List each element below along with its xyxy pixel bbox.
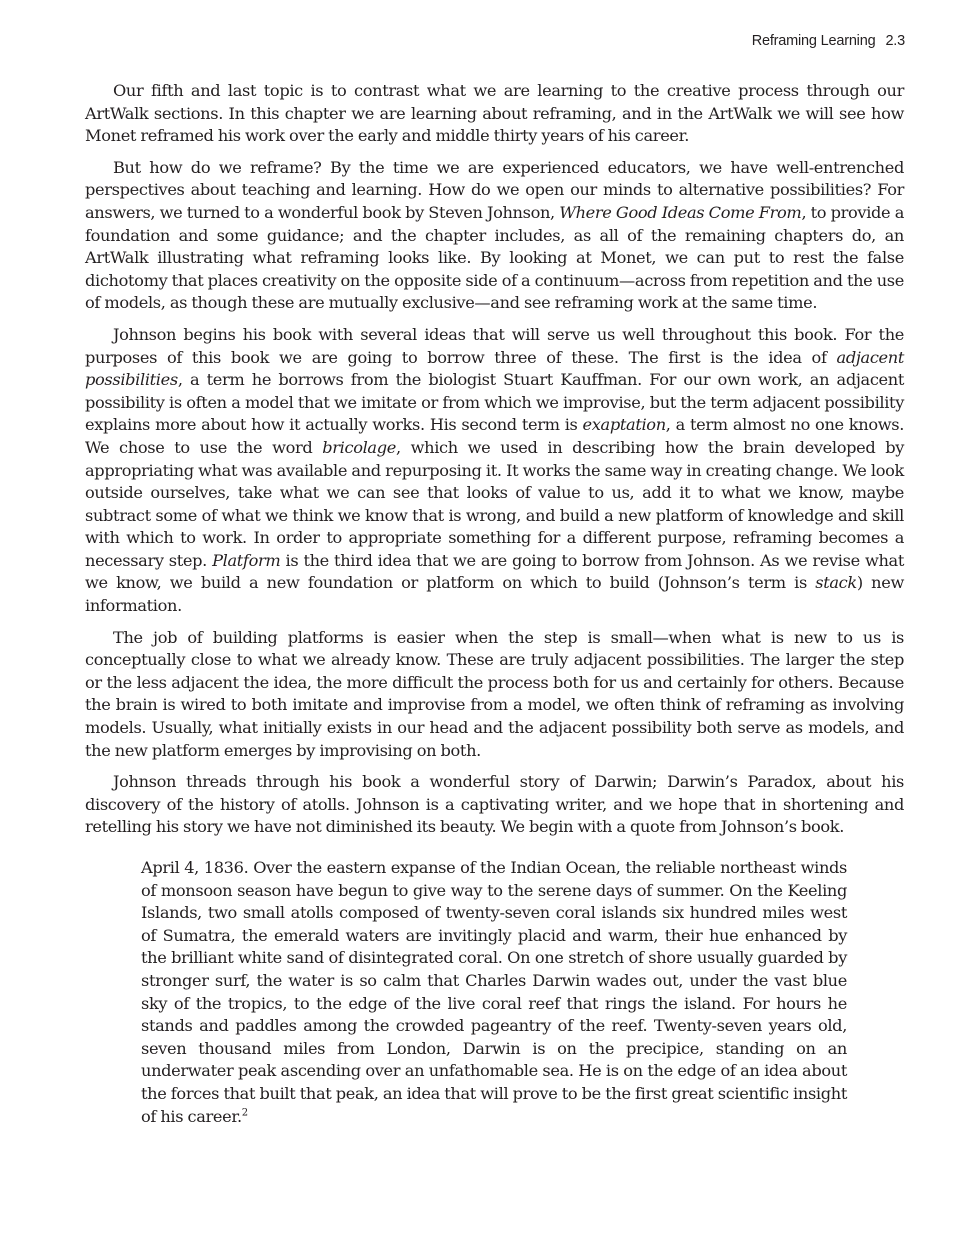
term-stack: stack [815,573,857,593]
quote-text: April 4, 1836. Over the eastern expanse of the Indian Ocean, the reliable northeast winds of monsoon season have begun to give way to the serene days of summer. On the Keeling Islands, two small atolls composed of twenty-seven coral islands six hundred miles west of Sumatra, the emerald waters are invitingly placid and warm, their hue enhanced by the brilliant white sand of disintegrated coral. On one stretch of shore usually guarded by stronger surf, the water is so calm that Charles Darwin wades out, under the vast blue sky of the tropics, to the edge of the live coral reef that rings the island. For hours he stands and paddles among the crowded pageantry of the reef. Twenty-seven years old, seven thousand miles from London, Darwin is on the precipice, standing on an underwater peak ascending over an unfathomable sea. He is on the edge of an idea about the forces that built that peak, an idea that will prove to be the first great scientific insight of his career. [141,858,847,1126]
footnote-marker[interactable]: 2 [241,1107,248,1119]
darwin-quote [141,857,847,1128]
term-bricolage: bricolage [322,437,396,457]
paragraph-2: But how do we reframe? By the time we are experienced educators, we have well-entrenched perspectives about teaching and learning. How do we open our minds to alternative possibilities? For answers, we turned to a wonderful book by Steven Johnson, Where Good Ideas Come From, to provide a foundation and some guidance; and the chapter includes, as all of the remaining chapters do, an ArtWalk illustrating what reframing looks like. By looking at Monet, we can put to rest the false dichotomy that places creativity on the opposite side of a continuum—across from repetition and the use of models, as though these are mutually exclusive—and see reframing work at the same time. [85,157,905,313]
term-platform: Platform [212,550,281,570]
running-head [752,33,905,49]
term-adjacent-possibilities: adjacent possibilities [85,347,904,390]
term-exaptation: exaptation [582,415,666,435]
body-text [85,80,904,1128]
paragraph-4: The job of building platforms is easier when the step is small—when what is new to us is conceptually close to what we already know. These are truly adjacent possibilities. The larger the step or the less adjacent the idea, the more difficult the process both for us and certainly for others. Because the brain is wired to both imitate and improvise from a model, we often think of reframing as involving models. Usually, what initially exists in our head and the adjacent possibility both serve as models, and the new platform emerges by improvising on both. [85,627,904,760]
paragraph-1: Our fifth and last topic is to contrast what we are learning to the creative process through our ArtWalk sections. In this chapter we are learning about reframing, and in the ArtWalk we will see how Monet reframed his work over the early and middle thirty years of his career. [85,81,904,146]
chapter-title: Reframing Learning [751,33,876,49]
book-title: Where Good Ideas Come From [559,202,802,222]
paragraph-3: Johnson begins his book with several ideas that will serve us well throughout this book. For the purposes of this book we are going to borrow three of these. The first is the idea of adjacent possibilities, a term he borrows from the biologist Stuart Kauffman. For our own work, an adjacent possibility is often a model that we imitate or from which we improvise, but the term adjacent possibility explains more about how it actually works. His second term is exaptation, a term almost no one knows. We chose to use the word bricolage, which we used in describing how the brain developed by appropriating what was available and repurposing it. It works the same way in creating change. We look outside ourselves, take what we can see that looks of value to us, add it to what we know, maybe subtract some of what we think we know that is wrong, and build a new platform of knowledge and skill with which to work. In order to appropriate something for a different purpose, reframing becomes a necessary step. Platform is the third idea that we are going to borrow from Johnson. As we revise what we know, we build a new foundation or platform on which to build (Johnson’s term is stack) new information. [85,324,905,616]
page-number: 2.3 [885,33,905,49]
paragraph-5: Johnson threads through his book a wonderful story of Darwin; Darwin’s Paradox, about his discovery of the history of atolls. Johnson is a captivating writer, and we hope that in shortening and retelling his story we have not diminished its beauty. We begin with a quote from Johnson’s book. [85,772,904,837]
